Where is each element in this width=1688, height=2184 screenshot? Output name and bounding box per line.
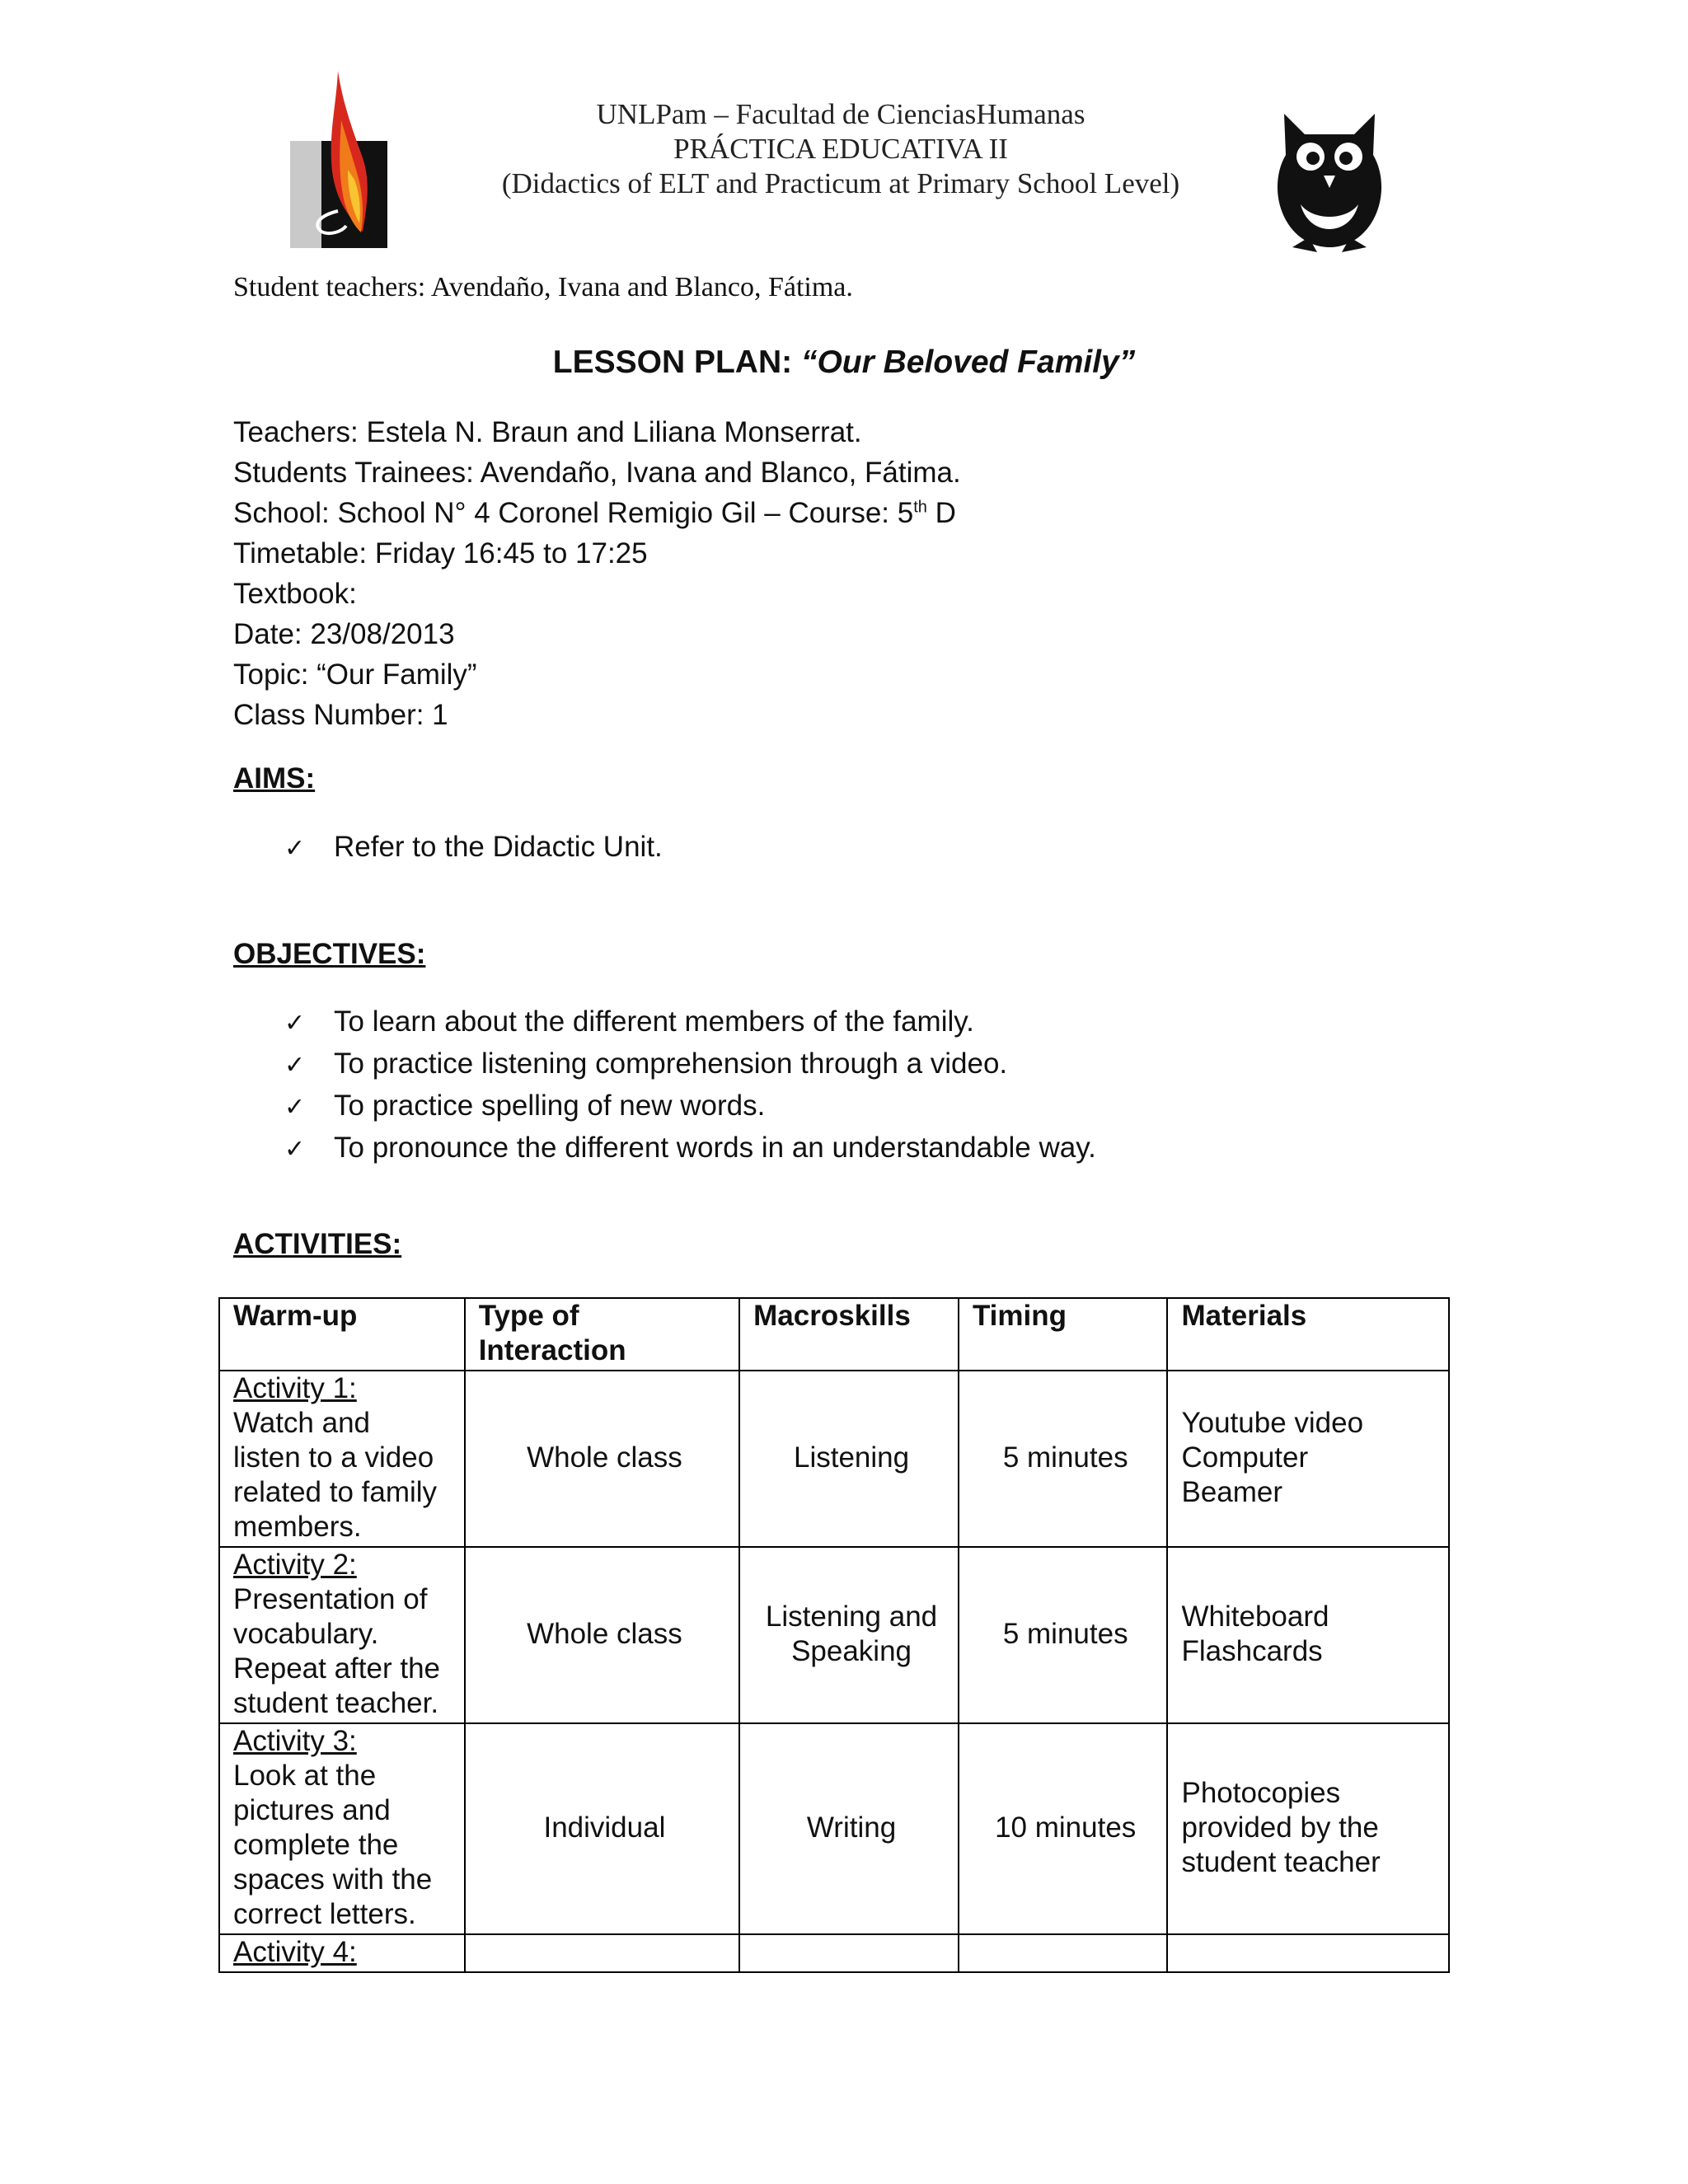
macroskills-line: Writing: [806, 1811, 897, 1844]
timing-cell: [959, 1934, 1168, 1972]
interaction-cell: Whole class: [465, 1547, 739, 1723]
table-row: [219, 1934, 1449, 1972]
lesson-info: [233, 412, 961, 735]
activity-description-line: Presentation of: [233, 1583, 428, 1615]
macroskills-cell: [739, 1547, 959, 1723]
activity-description-line: Repeat after the: [233, 1652, 440, 1685]
activity-cell: [219, 1723, 465, 1934]
activity-cell: [219, 1371, 465, 1547]
list-item-text: Refer to the Didactic Unit.: [334, 831, 663, 863]
institution-line: UNLPam – Facultad de CienciasHumanas: [596, 98, 1085, 130]
list-item: [284, 1085, 1096, 1127]
institution-heading: [387, 97, 1294, 201]
list-item: [284, 827, 663, 869]
activity-description-line: Watch and: [233, 1407, 371, 1439]
materials-line: Photocopies: [1181, 1777, 1341, 1809]
activity-description-line: vocabulary.: [233, 1618, 379, 1650]
materials-line: Youtube video: [1181, 1407, 1364, 1439]
timing-cell: 5 minutes: [959, 1371, 1168, 1547]
macroskills-cell: [739, 1934, 959, 1972]
materials-cell: [1167, 1371, 1449, 1547]
materials-cell: [1167, 1723, 1449, 1934]
macroskills-cell: [739, 1371, 959, 1547]
table-header-row: [219, 1298, 1449, 1371]
materials-line: Computer: [1181, 1441, 1309, 1474]
activity-label: Activity 4:: [233, 1936, 357, 1968]
flame-logo-icon: [288, 71, 392, 252]
list-item-text: To practice spelling of new words.: [334, 1090, 766, 1122]
school-line: [233, 493, 961, 533]
list-item-text: To pronounce the different words in an understandable way.: [334, 1132, 1096, 1164]
activity-description-line: spaces with the: [233, 1863, 433, 1896]
title-prefix: LESSON PLAN:: [552, 344, 801, 380]
lesson-plan-title: [0, 344, 1688, 381]
materials-line: Flashcards: [1181, 1635, 1323, 1667]
checkmark-icon: ✓: [284, 1051, 306, 1080]
table-row: [219, 1371, 1449, 1547]
interaction-cell: [465, 1934, 739, 1972]
macroskills-line: Listening: [793, 1441, 910, 1474]
objectives-heading: OBJECTIVES:: [233, 938, 426, 970]
course-subtitle: (Didactics of ELT and Practicum at Primary School Level): [501, 167, 1180, 199]
timetable-line: Timetable: Friday 16:45 to 17:25: [233, 537, 648, 569]
activity-label: Activity 1:: [233, 1372, 357, 1404]
macroskills-line: Listening and: [765, 1601, 938, 1633]
list-item-text: To practice listening comprehension through a video.: [334, 1047, 1008, 1080]
aims-list: [284, 827, 663, 869]
materials-cell: [1167, 1547, 1449, 1723]
checkmark-icon: ✓: [284, 1135, 306, 1164]
timing-cell: 10 minutes: [959, 1723, 1168, 1934]
activity-description-line: members.: [233, 1511, 362, 1543]
class-number-line: Class Number: 1: [233, 699, 448, 731]
course-superscript: th: [913, 498, 927, 517]
column-header: Macroskills: [739, 1298, 959, 1371]
activity-description-line: related to family: [233, 1476, 438, 1508]
activity-description-line: student teacher.: [233, 1687, 439, 1719]
date-line: Date: 23/08/2013: [233, 618, 455, 650]
activity-cell: [219, 1934, 465, 1972]
activities-table: [218, 1297, 1450, 1973]
list-item: [284, 1001, 1096, 1043]
column-header: Type of Interaction: [465, 1298, 739, 1371]
table-row: [219, 1723, 1449, 1934]
materials-cell: [1167, 1934, 1449, 1972]
list-item-text: To learn about the different members of the family.: [334, 1005, 974, 1038]
activities-heading: ACTIVITIES:: [233, 1228, 402, 1260]
table-row: [219, 1547, 1449, 1723]
interaction-cell: Whole class: [465, 1371, 739, 1547]
materials-line: Beamer: [1181, 1476, 1283, 1508]
document-header: [0, 0, 1688, 272]
student-teachers-line: Student teachers: Avendaño, Ivana and Blanco, Fátima.: [233, 272, 853, 302]
objectives-list: [284, 1001, 1096, 1169]
activity-cell: [219, 1547, 465, 1723]
activity-description-line: correct letters.: [233, 1898, 416, 1930]
macroskills-cell: [739, 1723, 959, 1934]
column-header: Timing: [959, 1298, 1168, 1371]
checkmark-icon: ✓: [284, 1093, 306, 1122]
aims-heading: AIMS:: [233, 762, 316, 794]
activity-description-line: Look at the: [233, 1760, 377, 1792]
timing-cell: 5 minutes: [959, 1547, 1168, 1723]
course-section: D: [926, 497, 956, 529]
materials-line: Whiteboard: [1181, 1601, 1329, 1633]
activity-description-line: listen to a video: [233, 1441, 434, 1474]
interaction-cell: Individual: [465, 1723, 739, 1934]
course-line: PRÁCTICA EDUCATIVA II: [673, 133, 1008, 165]
teachers-line: Teachers: Estela N. Braun and Liliana Monserrat.: [233, 416, 862, 448]
topic-line: Topic: “Our Family”: [233, 658, 477, 691]
column-header: Warm-up: [219, 1298, 465, 1371]
checkmark-icon: ✓: [284, 834, 306, 863]
macroskills-line: Speaking: [791, 1635, 912, 1667]
lesson-name: “Our Beloved Family”: [800, 344, 1136, 380]
textbook-line: Textbook:: [233, 578, 357, 610]
list-item: [284, 1043, 1096, 1085]
activity-description-line: complete the: [233, 1829, 399, 1861]
owl-logo-icon: [1268, 105, 1391, 252]
school-text: School: School N° 4 Coronel Remigio Gil – Course: 5: [233, 497, 914, 529]
activity-label: Activity 3:: [233, 1725, 357, 1757]
trainees-line: Students Trainees: Avendaño, Ivana and Blanco, Fátima.: [233, 457, 961, 489]
column-header: Materials: [1167, 1298, 1449, 1371]
activity-label: Activity 2:: [233, 1549, 357, 1581]
checkmark-icon: ✓: [284, 1009, 306, 1038]
activity-description-line: pictures and: [233, 1794, 391, 1826]
materials-line: provided by the: [1181, 1811, 1379, 1844]
materials-line: student teacher: [1181, 1846, 1381, 1878]
list-item: [284, 1127, 1096, 1169]
